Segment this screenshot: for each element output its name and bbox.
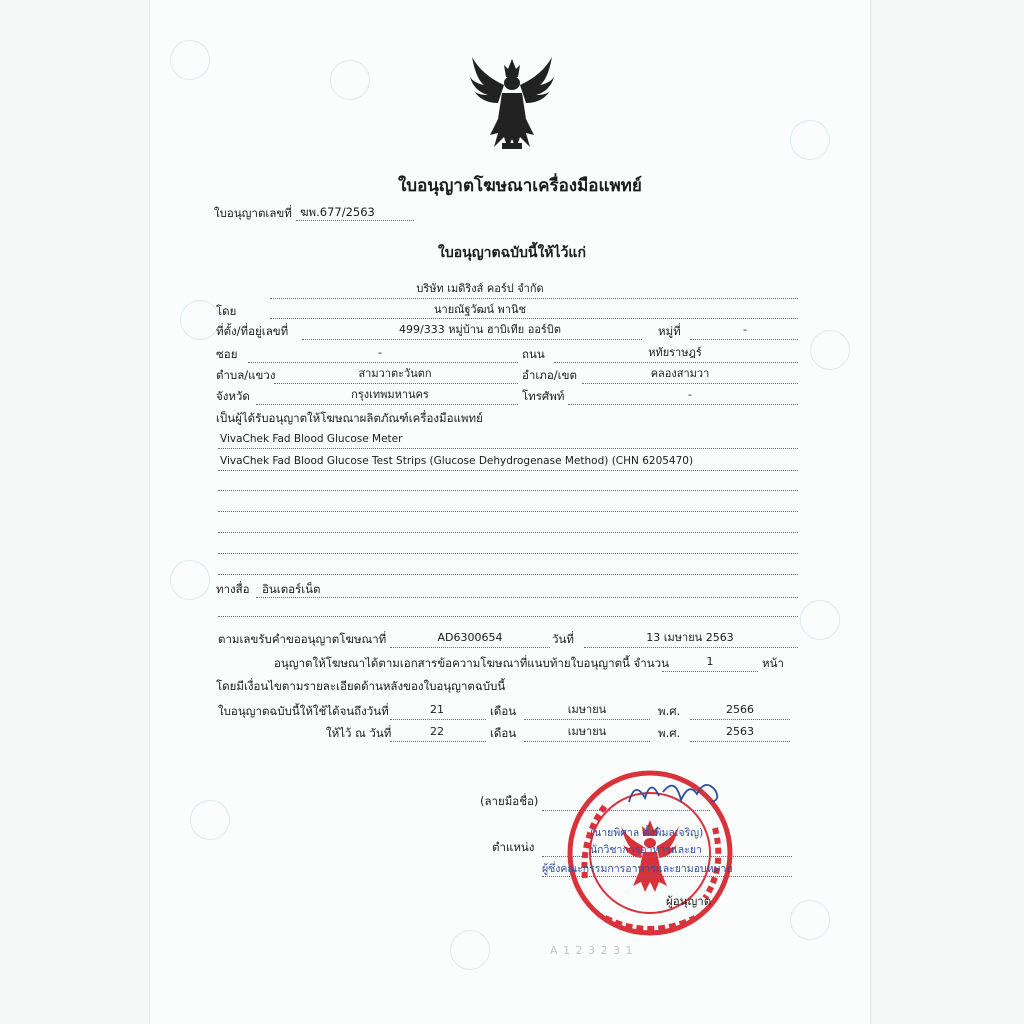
request-date: 13 เมษายน 2563 (646, 631, 734, 644)
valid-year-label: พ.ศ. (658, 704, 681, 718)
given-month: เมษายน (567, 725, 607, 738)
soi-label: ซอย (216, 347, 238, 361)
given-year: 2563 (726, 725, 754, 738)
request-label: ตามเลขรับคำขออนุญาตโฆษณาที่ (218, 632, 387, 646)
given-day: 22 (430, 725, 444, 738)
attach-statement: อนุญาตให้โฆษณาได้ตามเอกสารข้อความโฆษณาที่แนบท้ายใบอนุญาตนี้ จำนวน (274, 656, 669, 670)
district-label: อำเภอ/เขต (522, 368, 577, 382)
road-value: หทัยราษฎร์ (648, 346, 702, 359)
address-label: ที่ตั้ง/ที่อยู่เลขที่ (216, 324, 289, 338)
media-value: อินเตอร์เน็ต (262, 582, 321, 596)
by-value: นายณัฐวัฒน์ พานิช (434, 303, 526, 316)
issued-to-heading: ใบอนุญาตฉบับนี้ให้ไว้แก่ (438, 245, 586, 261)
district-value: คลองสามวา (650, 367, 710, 380)
province-label: จังหวัด (216, 389, 250, 403)
license-no-label: ใบอนุญาตเลขที่ (214, 206, 292, 220)
subdistrict-label: ตำบล/แขวง (216, 368, 276, 382)
signature-label: (ลายมือชื่อ) (480, 794, 539, 808)
valid-month: เมษายน (567, 703, 607, 716)
by-label: โดย (216, 304, 237, 318)
signer-name: (นายพิศาล ตั้งพิมลเจริญ) (590, 827, 704, 839)
address-value: 499/333 หมู่บ้าน ฮาบิเทีย ออร์บิต (399, 323, 561, 336)
company-name: บริษัท เมดิริงส์ คอร์ป จำกัด (416, 282, 544, 295)
valid-month-label: เดือน (490, 704, 517, 718)
license-no-value: ฆพ.677/2563 (300, 205, 375, 219)
signature-mark (625, 772, 725, 812)
moo-label: หมู่ที่ (658, 324, 681, 338)
valid-year: 2566 (726, 703, 754, 716)
phone-label: โทรศัพท์ (522, 389, 565, 403)
province-value: กรุงเทพมหานคร (351, 388, 429, 401)
valid-day: 21 (430, 703, 444, 716)
document-title: ใบอนุญาตโฆษณาเครื่องมือแพทย์ (398, 176, 642, 196)
serial-number: A 1 2 3 2 3 1 (550, 944, 634, 957)
page-unit: หน้า (762, 656, 784, 670)
attach-count: 1 (706, 655, 714, 668)
given-year-label: พ.ศ. (658, 726, 681, 740)
conditions-statement: โดยมีเงื่อนไขตามรายละเอียดด้านหลังของใบอนุญาตฉบับนี้ (216, 679, 506, 693)
given-label: ให้ไว้ ณ วันที่ (326, 726, 392, 740)
subdistrict-value: สามวาตะวันตก (358, 367, 432, 380)
licensor-label: ผู้อนุญาต (666, 894, 712, 908)
soi-value: - (378, 346, 382, 359)
road-label: ถนน (522, 347, 545, 361)
permit-statement: เป็นผู้ได้รับอนุญาตให้โฆษณาผลิตภัณฑ์เครื่องมือแพทย์ (216, 411, 483, 425)
product-1: VivaChek Fad Blood Glucose Meter (220, 433, 403, 445)
document-page (150, 0, 870, 1024)
signer-title: นักวิชาการอาหารและยา (590, 844, 702, 856)
position-label: ตำแหน่ง (492, 840, 535, 854)
request-value: AD6300654 (437, 631, 503, 644)
moo-value: - (743, 323, 747, 336)
phone-value: - (688, 388, 692, 401)
product-2: VivaChek Fad Blood Glucose Test Strips (Glucose Dehydrogenase Method) (CHN 6205470) (220, 455, 694, 467)
given-month-label: เดือน (490, 726, 517, 740)
request-date-label: วันที่ (552, 632, 574, 646)
signer-role: ผู้ซึ่งคณะกรรมการอาหารและยามอบหมาย (542, 863, 733, 875)
valid-until-label: ใบอนุญาตฉบับนี้ให้ใช้ได้จนถึงวันที่ (218, 704, 389, 718)
media-label: ทางสื่อ (216, 582, 250, 596)
garuda-emblem-icon (468, 55, 556, 155)
